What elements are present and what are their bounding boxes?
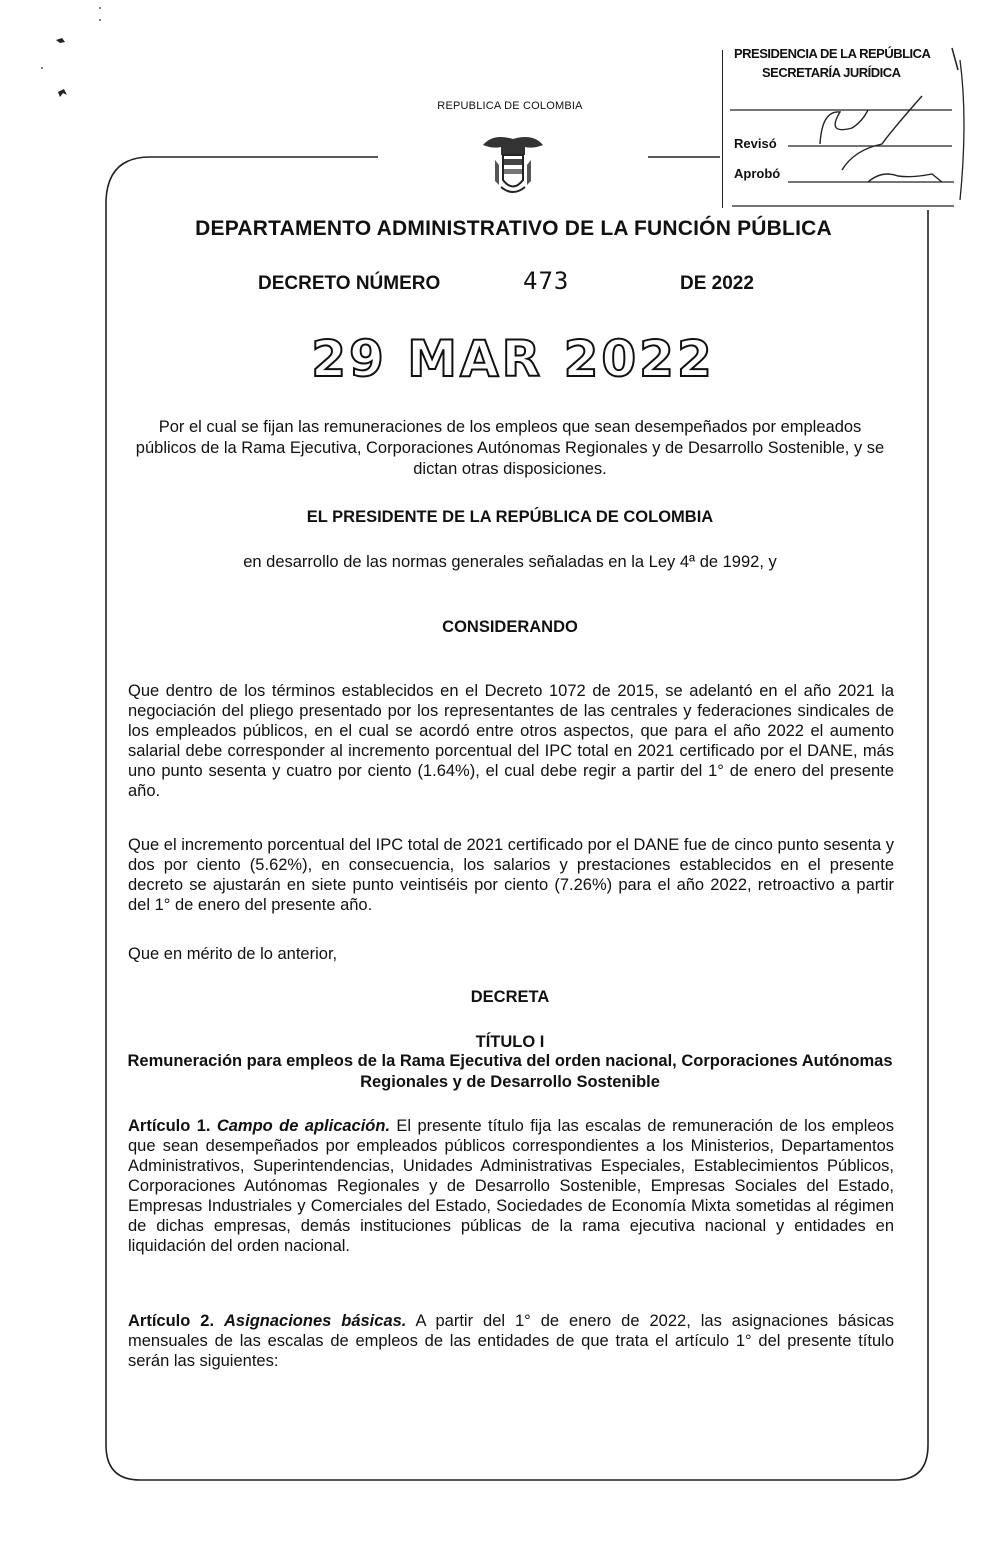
- decree-year: DE 2022: [680, 273, 754, 294]
- article-label: Artículo 1.: [128, 1117, 211, 1135]
- article-text: El presente título fija las escalas de remuneración de los empleos que sean desempeñados por empleados públicos correspondientes a los Ministerios, Departamentos Administrativos, Superintendencias, Unidades Administrativas Especiales, Establecimientos Públicos, Corporaciones Autónomas Regionales y de Desarrollo Sostenible, Empresas Sociales del Estado, Empresas Industriales y Comerciales del Estado, Sociedades de Economía Mixta sometidas al régimen de dichas empresas, demás instituciones públicas de la rama ejecutiva nacional y entidades en liquidación del orden nacional.: [128, 1117, 894, 1255]
- reviewed-label: Revisó: [734, 136, 777, 151]
- considering-paragraph: Que en mérito de lo anterior,: [128, 945, 338, 963]
- stamp-line-secretaria: SECRETARÍA JURÍDICA: [762, 65, 901, 80]
- colombia-coat-of-arms-icon: [473, 125, 553, 205]
- decree-number: 473: [523, 267, 570, 295]
- approved-label: Aprobó: [734, 166, 781, 181]
- decreta-heading: DECRETA: [470, 988, 550, 1006]
- considering-paragraph: Que dentro de los términos establecidos en el Decreto 1072 de 2015, se adelantó en el año 2021 la negociación del pliego presentado por los representantes de las centrales y federaciones sindicales de los empleados públicos, en el cual se acordó entre otros aspectos, que para el año 2022 el aumento salarial debe corresponder al incremento porcentual del IPC total en 2021 certificado por el DANE, más uno punto sesenta y cuatro por ciento (1.64%), el cual debe regir a partir del 1° de enero del presente año.: [128, 682, 894, 800]
- considerando-heading: CONSIDERANDO: [442, 618, 578, 636]
- decree-label: DECRETO NÚMERO: [258, 273, 441, 294]
- considering-paragraph: Que el incremento porcentual del IPC total de 2021 certificado por el DANE fue de cinco punto sesenta y dos por ciento (5.62%), en consecuencia, los salarios y prestaciones establecidos en el presente decreto se ajustarán en siete punto veintiséis por ciento (7.26%) para el año 2022, retroactivo a partir del 1° de enero del presente año.: [128, 836, 894, 914]
- country-header: REPUBLICA DE COLOMBIA: [437, 100, 583, 112]
- article-name: Asignaciones básicas.: [224, 1312, 407, 1330]
- issuing-entity: DEPARTAMENTO ADMINISTRATIVO DE LA FUNCIÓN PÚBLICA: [195, 217, 832, 240]
- article-text: A partir del 1° de enero de 2022, las asignaciones básicas mensuales de las escalas de empleos de las entidades de que trata el artículo 1° del presente título serán las siguientes:: [128, 1312, 894, 1370]
- review-stamp: [722, 40, 962, 210]
- article-name: Campo de aplicación.: [216, 1117, 391, 1135]
- article-1: [128, 1116, 894, 1256]
- article-2: [128, 1311, 894, 1371]
- decree-subject: Por el cual se fijan las remuneraciones de los empleos que sean desempeñados por empleados públicos de la Rama Ejecutiva, Corporaciones Autónomas Regionales y de Desarrollo Sostenible, y se dictan otras disposiciones.: [135, 418, 885, 478]
- title-subheading: Remuneración para empleos de la Rama Ejecutiva del orden nacional, Corporaciones Autónomas Regionales y de Desarrollo Sostenible: [127, 1052, 893, 1091]
- legal-basis: en desarrollo de las normas generales señaladas en la Ley 4ª de 1992, y: [243, 553, 777, 571]
- title-heading: TÍTULO I: [475, 1033, 545, 1051]
- scan-marks: [0, 0, 120, 110]
- president-heading: EL PRESIDENTE DE LA REPÚBLICA DE COLOMBIA: [306, 508, 714, 526]
- stamp-line-presidencia: PRESIDENCIA DE LA REPÚBLICA: [734, 46, 931, 61]
- date-stamp: 29 MAR 2022: [311, 330, 715, 388]
- article-label: Artículo 2.: [128, 1312, 215, 1330]
